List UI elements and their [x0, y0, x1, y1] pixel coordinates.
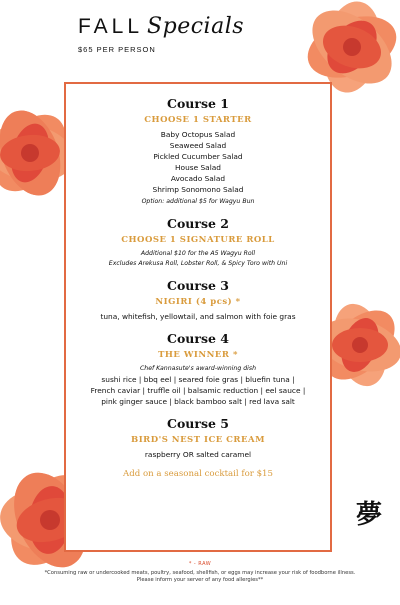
course-subtitle-text: THE WINNER: [158, 350, 230, 360]
menu-item: Pickled Cucumber Salad: [153, 152, 243, 161]
menu-item: House Salad: [174, 163, 221, 172]
course-title: Course 5: [167, 416, 229, 431]
raw-marker: *: [235, 297, 241, 307]
course-note: Chef Kannasute's award-winning dish: [139, 365, 257, 372]
course-subtitle: [64, 297, 332, 307]
menu-title-main: FALL: [78, 15, 144, 38]
course-5: [64, 416, 332, 460]
menu-header: [78, 14, 244, 54]
menu-item: sushi rice | bbq eel | seared foie gras | bluefin tuna |: [101, 375, 295, 384]
menu-item: raspberry OR salted caramel: [144, 450, 252, 459]
course-title: Course 4: [167, 331, 229, 346]
restaurant-logo: [356, 494, 382, 531]
menu-body: [64, 96, 332, 479]
food-safety-disclaimer: *Consuming raw or undercooked meats, poultry, seafood, shellfish, or eggs may increase your risk of foodborne illness.: [44, 570, 356, 576]
menu-item: Baby Octopus Salad: [160, 130, 236, 139]
menu-title: [78, 14, 244, 39]
course-3: [64, 278, 332, 322]
raw-marker: *: [232, 350, 238, 360]
menu-item: French caviar | truffle oil | balsamic reduction | eel sauce |: [90, 386, 306, 395]
course-subtitle: CHOOSE 1 SIGNATURE ROLL: [121, 235, 275, 245]
allergy-notice: Please inform your server of any food allergies**: [136, 577, 264, 583]
menu-item: Shrimp Sonomono Salad: [152, 185, 244, 194]
raw-legend: * - RAW: [188, 561, 212, 567]
course-2: [64, 216, 332, 269]
menu-item: Seaweed Salad: [169, 141, 227, 150]
course-subtitle: CHOOSE 1 STARTER: [144, 115, 252, 125]
cocktail-addon: Add on a seasonal cocktail for $15: [123, 469, 273, 479]
course-title: Course 1: [167, 96, 229, 111]
course-subtitle-text: NIGIRI (4 pcs): [155, 297, 233, 307]
menu-title-script: Specials: [147, 14, 245, 39]
course-title: Course 2: [167, 216, 229, 231]
menu-footer: [0, 561, 400, 584]
menu-item: Avocado Salad: [170, 174, 226, 183]
course-subtitle: [64, 350, 332, 360]
menu-item: tuna, whitefish, yellowtail, and salmon with foie gras: [100, 312, 296, 321]
course-note: Additional $10 for the A5 Wagyu Roll: [140, 250, 256, 257]
logo-glyph: 夢: [356, 500, 383, 530]
course-note: Option: additional $5 for Wagyu Bun: [141, 198, 255, 205]
menu-item: pink ginger sauce | black bamboo salt | red lava salt: [101, 397, 295, 406]
course-subtitle: BIRD'S NEST ICE CREAM: [131, 435, 265, 445]
course-4: [64, 331, 332, 407]
course-note: Excludes Arekusa Roll, Lobster Roll, & Spicy Toro with Uni: [108, 260, 288, 267]
course-title: Course 3: [167, 278, 229, 293]
course-1: [64, 96, 332, 207]
menu-price: $65 PER PERSON: [78, 45, 156, 54]
